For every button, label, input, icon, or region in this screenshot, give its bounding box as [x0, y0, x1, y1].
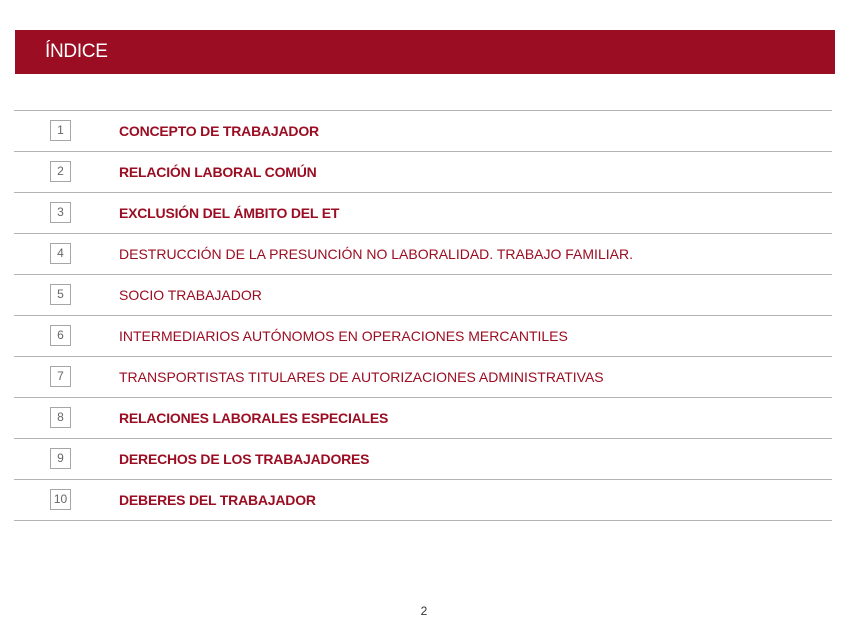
- toc-item-label[interactable]: TRANSPORTISTAS TITULARES DE AUTORIZACIONES ADMINISTRATIVAS: [119, 369, 604, 385]
- toc-item-label[interactable]: DERECHOS DE LOS TRABAJADORES: [119, 451, 370, 467]
- toc-item-label[interactable]: INTERMEDIARIOS AUTÓNOMOS EN OPERACIONES MERCANTILES: [119, 328, 568, 344]
- page-number: 2: [420, 604, 428, 618]
- toc-item-number: 5: [50, 284, 71, 305]
- toc-item-label[interactable]: RELACIONES LABORALES ESPECIALES: [119, 410, 389, 426]
- toc-item-label[interactable]: DEBERES DEL TRABAJADOR: [119, 492, 316, 508]
- toc-item-label[interactable]: DESTRUCCIÓN DE LA PRESUNCIÓN NO LABORALIDAD. TRABAJO FAMILIAR.: [119, 246, 633, 262]
- toc-item-number: 1: [50, 120, 71, 141]
- toc-item[interactable]: [14, 111, 832, 152]
- header-bar: [15, 30, 835, 74]
- toc-item[interactable]: [14, 439, 832, 480]
- toc-item-number: 8: [50, 407, 71, 428]
- toc-item[interactable]: [14, 275, 832, 316]
- toc-item-number: 6: [50, 325, 71, 346]
- toc-item-number: 7: [50, 366, 71, 387]
- toc-item-number: 3: [50, 202, 71, 223]
- toc-item-label[interactable]: CONCEPTO DE TRABAJADOR: [119, 123, 319, 139]
- toc-item-number: 2: [50, 161, 71, 182]
- toc-item[interactable]: [14, 357, 832, 398]
- page-title: ÍNDICE: [45, 41, 108, 62]
- toc-item[interactable]: [14, 480, 832, 521]
- table-of-contents: [14, 110, 832, 521]
- toc-item-label[interactable]: SOCIO TRABAJADOR: [119, 287, 262, 303]
- toc-item-label[interactable]: EXCLUSIÓN DEL ÁMBITO DEL ET: [119, 205, 340, 221]
- toc-item-number: 9: [50, 448, 71, 469]
- toc-item-number: 10: [50, 489, 71, 510]
- toc-item[interactable]: [14, 234, 832, 275]
- toc-item[interactable]: [14, 398, 832, 439]
- toc-item-number: 4: [50, 243, 71, 264]
- toc-item-label[interactable]: RELACIÓN LABORAL COMÚN: [119, 164, 317, 180]
- toc-item[interactable]: [14, 193, 832, 234]
- toc-item[interactable]: [14, 316, 832, 357]
- toc-item[interactable]: [14, 152, 832, 193]
